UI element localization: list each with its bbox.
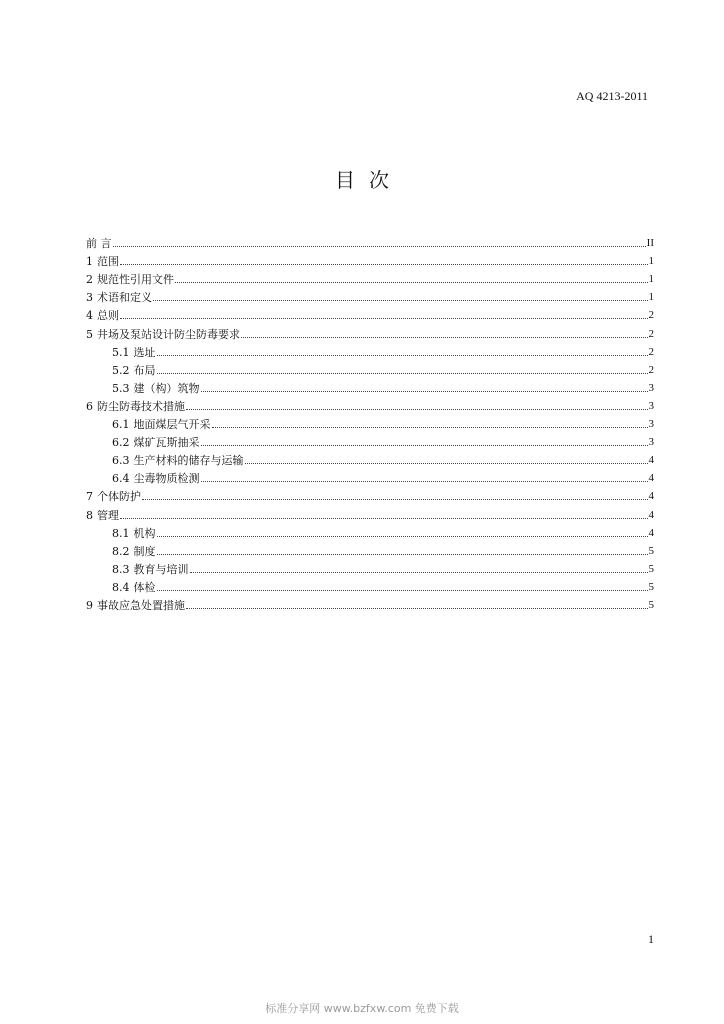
toc-entry[interactable]: [86, 449, 654, 467]
toc-entry-page: 5: [648, 562, 654, 575]
toc-entry-page: 4: [648, 454, 654, 467]
toc-entry-page: 2: [648, 309, 654, 322]
dot-leader: [175, 281, 648, 283]
dot-leader: [201, 390, 648, 392]
standard-code: AQ 4213-2011: [576, 89, 648, 103]
toc-entry-label: 防尘防毒技术措施: [97, 399, 185, 413]
dot-leader: [113, 245, 646, 247]
toc-entry-number: 4: [86, 309, 93, 323]
toc-entry-number: 8.3: [112, 562, 130, 576]
dot-leader: [153, 299, 648, 301]
toc-entry-page: 3: [648, 436, 654, 449]
dot-leader: [157, 354, 648, 356]
toc-entry-page: 3: [648, 399, 654, 412]
toc-entry-number: 6.1: [112, 418, 130, 432]
toc-entry[interactable]: [86, 467, 654, 485]
toc-entry[interactable]: [86, 558, 654, 576]
toc-entry-page: 5: [648, 580, 654, 593]
dot-leader: [186, 408, 648, 410]
toc-entry-number: 5.3: [112, 381, 130, 395]
toc-entry-page: 4: [648, 472, 654, 485]
toc-entry[interactable]: [86, 359, 654, 377]
toc-entry-label: 煤矿瓦斯抽采: [133, 436, 200, 450]
toc-entry-label: 术语和定义: [97, 291, 152, 305]
dot-leader: [142, 498, 648, 500]
toc-entry-number: 8: [86, 508, 93, 522]
toc-entry-label: 个体防护: [97, 490, 141, 504]
dot-leader: [241, 336, 648, 338]
toc-entry-number: 1: [86, 255, 93, 269]
toc-entry-label: 体检: [133, 580, 156, 594]
toc-entry-page: 4: [648, 490, 654, 503]
toc-entry[interactable]: [86, 341, 654, 359]
dot-leader: [245, 462, 648, 464]
toc-entry-label: 建（构）筑物: [133, 381, 200, 395]
toc-entry[interactable]: [86, 413, 654, 431]
toc-entry-page: 1: [648, 255, 654, 268]
toc-entry-number: 5.1: [112, 345, 130, 359]
toc-entry-page: 2: [648, 345, 654, 358]
toc-entry-label: 总则: [97, 309, 119, 323]
dot-leader: [120, 517, 648, 519]
toc-entry-page: 4: [648, 508, 654, 521]
toc-entry[interactable]: [86, 377, 654, 395]
toc-entry[interactable]: [86, 304, 654, 322]
toc-entry-number: 8.2: [112, 544, 130, 558]
dot-leader: [157, 589, 648, 591]
toc-entry-number: 8.4: [112, 580, 130, 594]
toc-entry-label: 范围: [97, 255, 119, 269]
toc-entry[interactable]: [86, 576, 654, 594]
toc-entry[interactable]: [86, 322, 654, 340]
toc-entry-label: 前 言: [86, 237, 112, 251]
toc-entry[interactable]: [86, 540, 654, 558]
toc-entry-page: II: [646, 237, 654, 250]
toc-entry[interactable]: [86, 594, 654, 612]
toc-entry-number: 5: [86, 327, 93, 341]
toc-entry-page: 3: [648, 381, 654, 394]
toc-entry-label: 教育与培训: [133, 562, 189, 576]
toc-entry-number: 6.3: [112, 454, 130, 468]
toc-entry-label: 机构: [133, 526, 156, 540]
toc-entry[interactable]: [86, 503, 654, 521]
toc-entry-page: 2: [648, 327, 654, 340]
toc-entry-label: 井场及泵站设计防尘防毒要求: [97, 327, 240, 341]
toc-entry-label: 制度: [133, 544, 156, 558]
dot-leader: [157, 372, 648, 374]
toc-entry-number: 5.2: [112, 363, 130, 377]
toc-entry-label: 选址: [133, 345, 156, 359]
toc-entry-number: 7: [86, 490, 93, 504]
toc-entry-page: 3: [648, 418, 654, 431]
toc-entry-label: 规范性引用文件: [97, 273, 174, 287]
toc-entry[interactable]: [86, 232, 654, 250]
toc-entry-label: 管理: [97, 508, 119, 522]
watermark: 标准分享网 www.bzfxw.com 免费下载: [265, 1002, 459, 1015]
toc-entry[interactable]: [86, 431, 654, 449]
page-number: 1: [648, 932, 654, 946]
toc-entry[interactable]: [86, 395, 654, 413]
table-of-contents: [86, 232, 654, 612]
toc-entry[interactable]: [86, 268, 654, 286]
toc-entry[interactable]: [86, 522, 654, 540]
dot-leader: [120, 317, 648, 319]
toc-entry-page: 5: [648, 544, 654, 557]
toc-entry-page: 5: [648, 598, 654, 611]
toc-entry-number: 9: [86, 598, 93, 612]
toc-entry[interactable]: [86, 485, 654, 503]
toc-entry-label: 事故应急处置措施: [97, 598, 185, 612]
toc-entry-page: 1: [648, 273, 654, 286]
dot-leader: [212, 426, 648, 428]
dot-leader: [120, 263, 648, 265]
toc-entry-label: 地面煤层气开采: [133, 418, 211, 432]
toc-entry-label: 生产材料的储存与运输: [133, 454, 244, 468]
toc-entry-page: 1: [648, 291, 654, 304]
dot-leader: [201, 444, 648, 446]
toc-entry-number: 8.1: [112, 526, 130, 540]
dot-leader: [157, 535, 648, 537]
toc-entry-number: 6.4: [112, 472, 130, 486]
dot-leader: [186, 607, 648, 609]
toc-entry-number: 6: [86, 399, 93, 413]
dot-leader: [201, 480, 648, 482]
toc-entry-page: 4: [648, 526, 654, 539]
toc-title: 目次: [335, 168, 403, 192]
dot-leader: [190, 571, 648, 573]
toc-entry-number: 3: [86, 291, 93, 305]
toc-entry[interactable]: [86, 286, 654, 304]
dot-leader: [157, 553, 648, 555]
toc-entry-number: 2: [86, 273, 93, 287]
toc-entry-label: 尘毒物质检测: [133, 472, 200, 486]
toc-entry-label: 布局: [133, 363, 156, 377]
toc-entry-number: 6.2: [112, 436, 130, 450]
toc-entry[interactable]: [86, 250, 654, 268]
toc-entry-page: 2: [648, 363, 654, 376]
